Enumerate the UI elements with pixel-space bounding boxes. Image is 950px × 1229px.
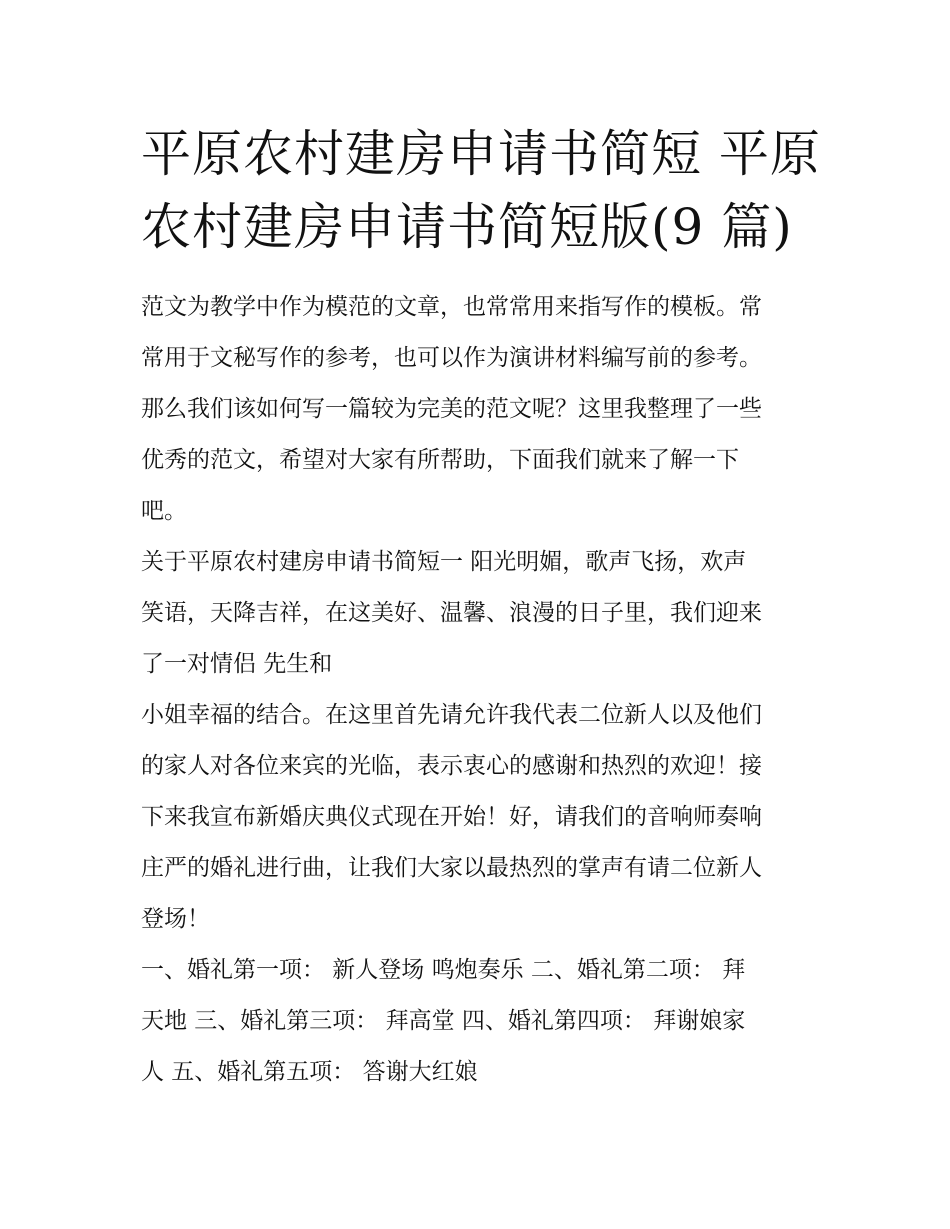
text-line: 范文为教学中作为模范的文章，也常常用来指写作的模板。常 [141, 294, 762, 320]
text-line: 那么我们该如何写一篇较为完美的范文呢？这里我整理了一些 [141, 396, 762, 422]
text-line: 人 五、婚礼第五项： 答谢大红娘 [141, 1059, 478, 1085]
text-line: 的家人对各位来宾的光临，表示衷心的感谢和热烈的欢迎！接 [141, 753, 762, 779]
text-line: 一、婚礼第一项： 新人登场 鸣炮奏乐 二、婚礼第二项： 拜 [141, 957, 746, 983]
title-line: 平原农村建房申请书简短 平原 [141, 125, 821, 183]
text-line: 登场！ [141, 906, 210, 932]
text-line: 了一对情侣 先生和 [141, 651, 333, 677]
section-paragraph-1 [141, 537, 821, 690]
text-line: 天地 三、婚礼第三项： 拜高堂 四、婚礼第四项： 拜谢娘家 [141, 1008, 746, 1034]
text-line: 常用于文秘写作的参考，也可以作为演讲材料编写前的参考。 [141, 345, 762, 371]
intro-paragraph [141, 282, 821, 537]
section-paragraph-3 [141, 945, 821, 1098]
section-paragraph-2 [141, 690, 821, 945]
text-line: 优秀的范文，希望对大家有所帮助，下面我们就来了解一下 [141, 447, 739, 473]
text-line: 吧。 [141, 498, 187, 524]
text-line: 小姐幸福的结合。在这里首先请允许我代表二位新人以及他们 [141, 702, 762, 728]
document-content [141, 118, 821, 1098]
document-title [141, 118, 821, 264]
title-line: 农村建房申请书简短版(9 篇) [141, 198, 793, 256]
text-line: 庄严的婚礼进行曲，让我们大家以最热烈的掌声有请二位新人 [141, 855, 762, 881]
text-line: 下来我宣布新婚庆典仪式现在开始！好，请我们的音响师奏响 [141, 804, 762, 830]
text-line: 关于平原农村建房申请书简短一 阳光明媚，歌声飞扬，欢声 [141, 549, 747, 575]
text-line: 笑语，天降吉祥，在这美好、温馨、浪漫的日子里，我们迎来 [141, 600, 762, 626]
